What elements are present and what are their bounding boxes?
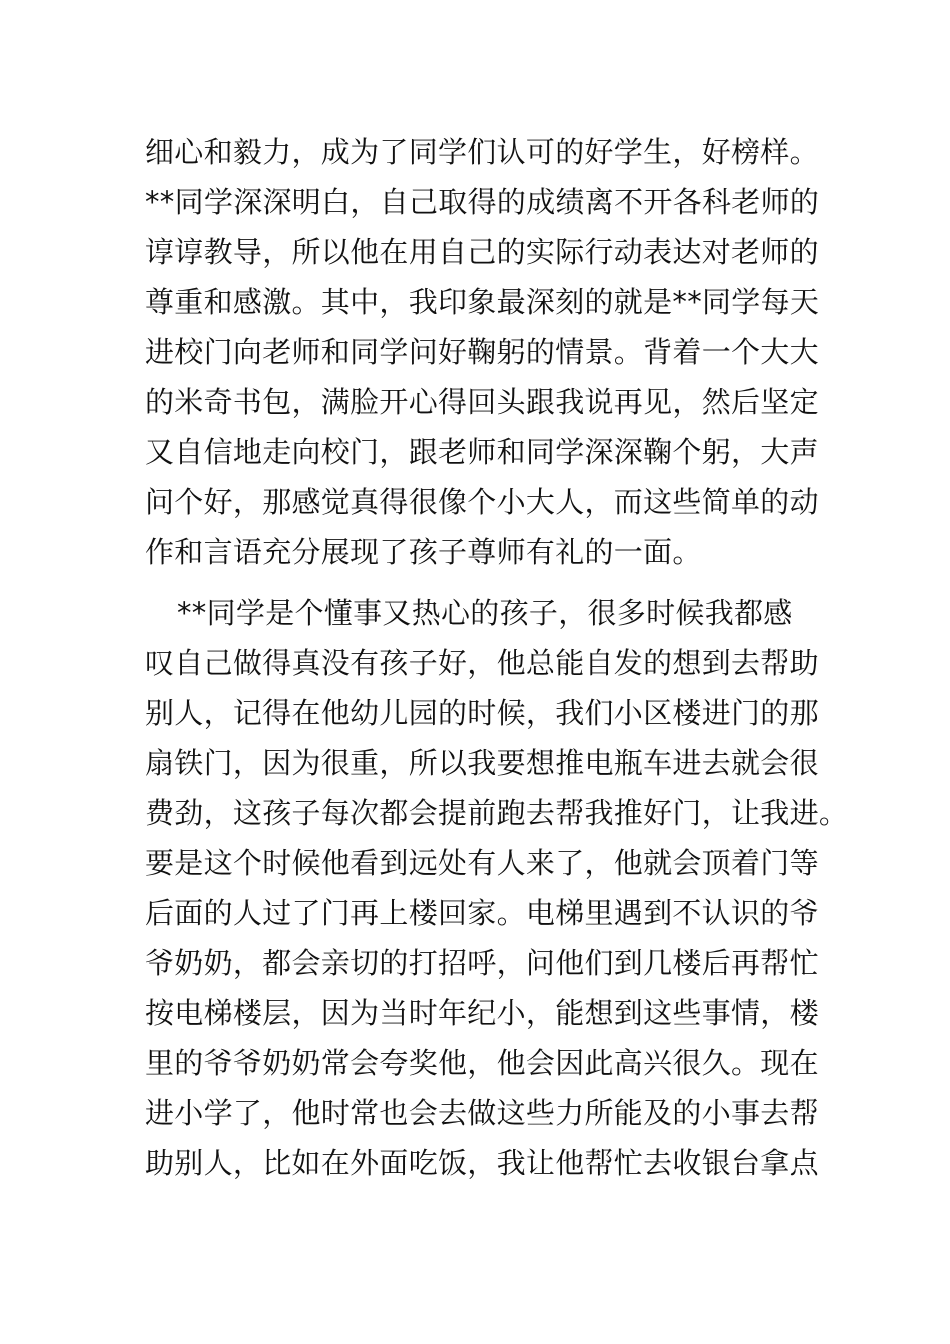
text-line: 作和言语充分展现了孩子尊师有礼的一面。	[145, 535, 702, 569]
text-line: 进校门向老师和同学问好鞠躬的情景。背着一个大大	[145, 335, 819, 369]
text-line: **同学深深明白，自己取得的成绩离不开各科老师的	[145, 185, 820, 219]
text-line: 里的爷爷奶奶常会夸奖他，他会因此高兴很久。现在	[145, 1046, 819, 1080]
text-line: 后面的人过了门再上楼回家。电梯里遇到不认识的爷	[145, 896, 819, 930]
text-line: 进小学了，他时常也会去做这些力所能及的小事去帮	[145, 1096, 819, 1130]
text-line: 细心和毅力，成为了同学们认可的好学生，好榜样。	[145, 135, 819, 169]
text-line: 爷奶奶，都会亲切的打招呼，问他们到几楼后再帮忙	[145, 946, 819, 980]
text-line: 别人，记得在他幼儿园的时候，我们小区楼进门的那	[145, 696, 819, 730]
text-line: 又自信地走向校门，跟老师和同学深深鞠个躬，大声	[145, 435, 819, 469]
text-line: 的米奇书包，满脸开心得回头跟我说再见，然后坚定	[145, 385, 819, 419]
text-line: 扇铁门，因为很重，所以我要想推电瓶车进去就会很	[145, 746, 819, 780]
text-line: 叹自己做得真没有孩子好，他总能自发的想到去帮助	[145, 646, 819, 680]
paragraph-1	[145, 127, 845, 577]
text-line: 尊重和感激。其中，我印象最深刻的就是**同学每天	[145, 285, 820, 319]
text-line: **同学是个懂事又热心的孩子，很多时候我都感	[177, 596, 793, 630]
text-line: 助别人，比如在外面吃饭，我让他帮忙去收银台拿点	[145, 1146, 819, 1180]
body-text	[145, 127, 849, 1188]
text-line: 谆谆教导，所以他在用自己的实际行动表达对老师的	[145, 235, 819, 269]
paragraph-2	[145, 588, 849, 1188]
text-line: 费劲，这孩子每次都会提前跑去帮我推好门，让我进。	[145, 796, 849, 830]
text-line: 问个好，那感觉真得很像个小大人，而这些简单的动	[145, 485, 819, 519]
text-line: 要是这个时候他看到远处有人来了，他就会顶着门等	[145, 846, 819, 880]
text-line: 按电梯楼层，因为当时年纪小，能想到这些事情，楼	[145, 996, 819, 1030]
